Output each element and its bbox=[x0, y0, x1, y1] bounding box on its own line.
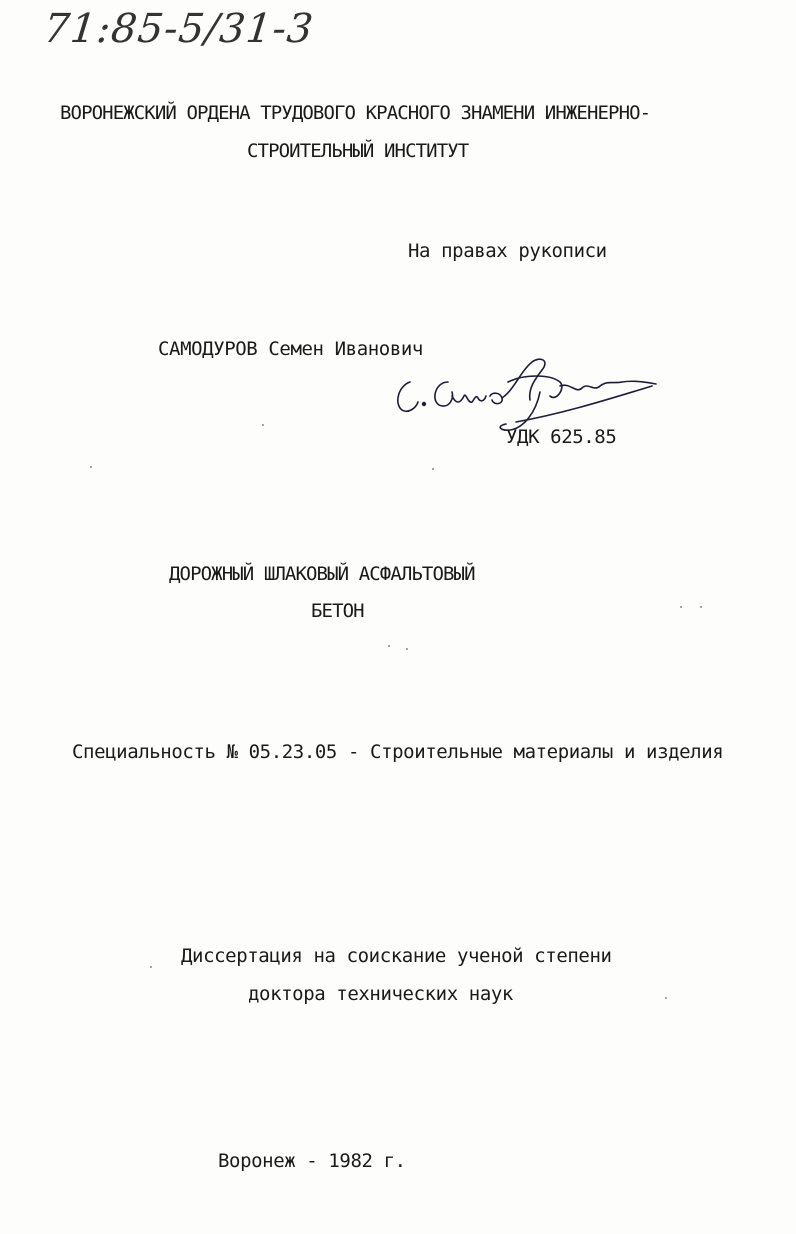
manuscript-rights: На правах рукописи bbox=[408, 240, 607, 262]
paper-speck bbox=[680, 606, 682, 608]
paper-speck bbox=[388, 645, 390, 647]
specialty-line: Специальность № 05.23.05 - Строительные материалы и изделия bbox=[72, 741, 724, 763]
paper-speck bbox=[406, 648, 408, 650]
paper-speck bbox=[90, 466, 92, 468]
paper-speck bbox=[665, 997, 667, 999]
paper-speck bbox=[432, 468, 434, 470]
paper-speck bbox=[700, 606, 702, 608]
udk-code: УДК 625.85 bbox=[506, 426, 617, 448]
paper-speck bbox=[150, 966, 152, 968]
paper-speck bbox=[262, 424, 264, 426]
archive-number-handwritten: 71:85-5/31-3 bbox=[41, 6, 316, 52]
institute-name-line2: СТРОИТЕЛЬНЫЙ ИНСТИТУТ bbox=[247, 140, 469, 162]
author-name: САМОДУРОВ Семен Иванович bbox=[158, 338, 423, 360]
title-line2: БЕТОН bbox=[311, 600, 364, 622]
dissertation-line2: доктора технических наук bbox=[248, 983, 513, 1005]
institute-name-line1: ВОРОНЕЖСКИЙ ОРДЕНА ТРУДОВОГО КРАСНОГО ЗНАМЕНИ ИНЖЕНЕРНО- bbox=[60, 102, 651, 124]
title-line1: ДОРОЖНЫЙ ШЛАКОВЫЙ АСФАЛЬТОВЫЙ bbox=[169, 563, 475, 585]
dissertation-line1: Диссертация на соискание ученой степени bbox=[181, 945, 612, 967]
place-and-year: Воронеж - 1982 г. bbox=[218, 1150, 406, 1172]
